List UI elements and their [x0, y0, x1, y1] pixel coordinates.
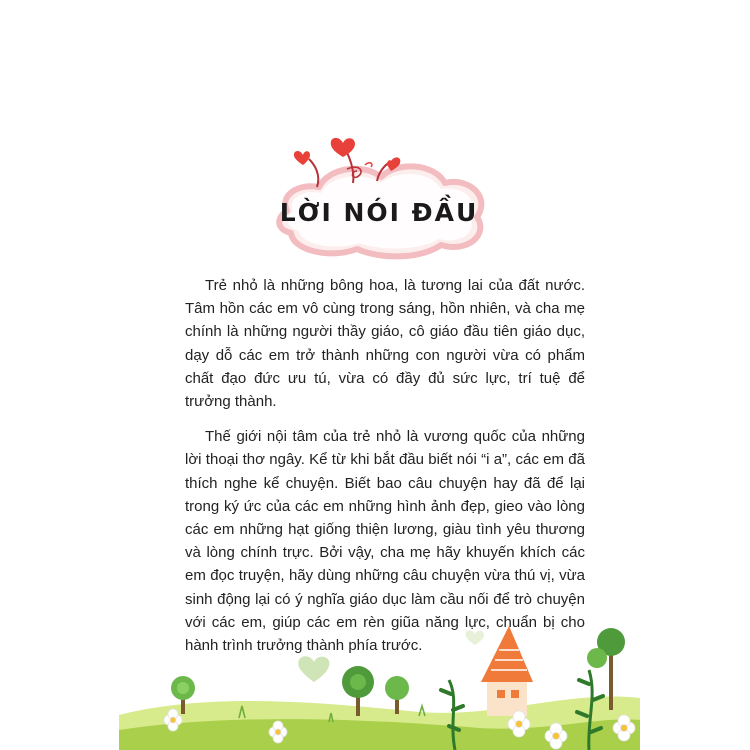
heart-leaf-icon — [466, 630, 484, 645]
tree-icon — [385, 676, 409, 714]
page-title: LỜI NÓI ĐẦU — [279, 198, 479, 227]
heading-cloud — [269, 125, 489, 260]
book-page — [119, 0, 640, 750]
paragraph-2: Thế giới nội tâm của trẻ nhỏ là vương quốc của những lời thoại thơ ngây. Kể từ khi bắt đầu biết nói “i a”, các em đã thích nghe kể chuyện. Biết bao câu chuyện hay đã để lại trong ký ức của các em những hình ảnh đẹp, gieo vào lòng các em những hạt giống thiện lương, giàu tình yêu thương và lòng chính trực. Bởi vậy, cha mẹ hãy khuyến khích các em đọc truyện, hãy dùng những câu chuyện vừa thú vị, vừa sinh động lại có ý nghĩa giáo dục làm cầu nối để trò chuyện với các em, giúp các em rèn giũa năng lực, chuẩn bị cho hành trình trưởng thành phía trước. — [185, 428, 585, 655]
paragraph-1: Trẻ nhỏ là những bông hoa, là tương lai của đất nước. Tâm hồn các em vô cùng trong sáng, hồn nhiên, và cha mẹ chính là những người thầy giáo, cô giáo đầu tiên giáo dục, dạy dỗ các em trở thành những con người vừa có phẩm chất đạo đức ưu tú, vừa có đầy đủ sức lực, trí tuệ để trưởng thành. — [185, 277, 585, 411]
heart-leaf-icon — [298, 656, 329, 682]
house-icon — [481, 626, 533, 716]
cloud-heart-decoration — [269, 125, 489, 260]
meadow-house-illustration — [119, 620, 640, 750]
preface-body — [185, 274, 585, 669]
